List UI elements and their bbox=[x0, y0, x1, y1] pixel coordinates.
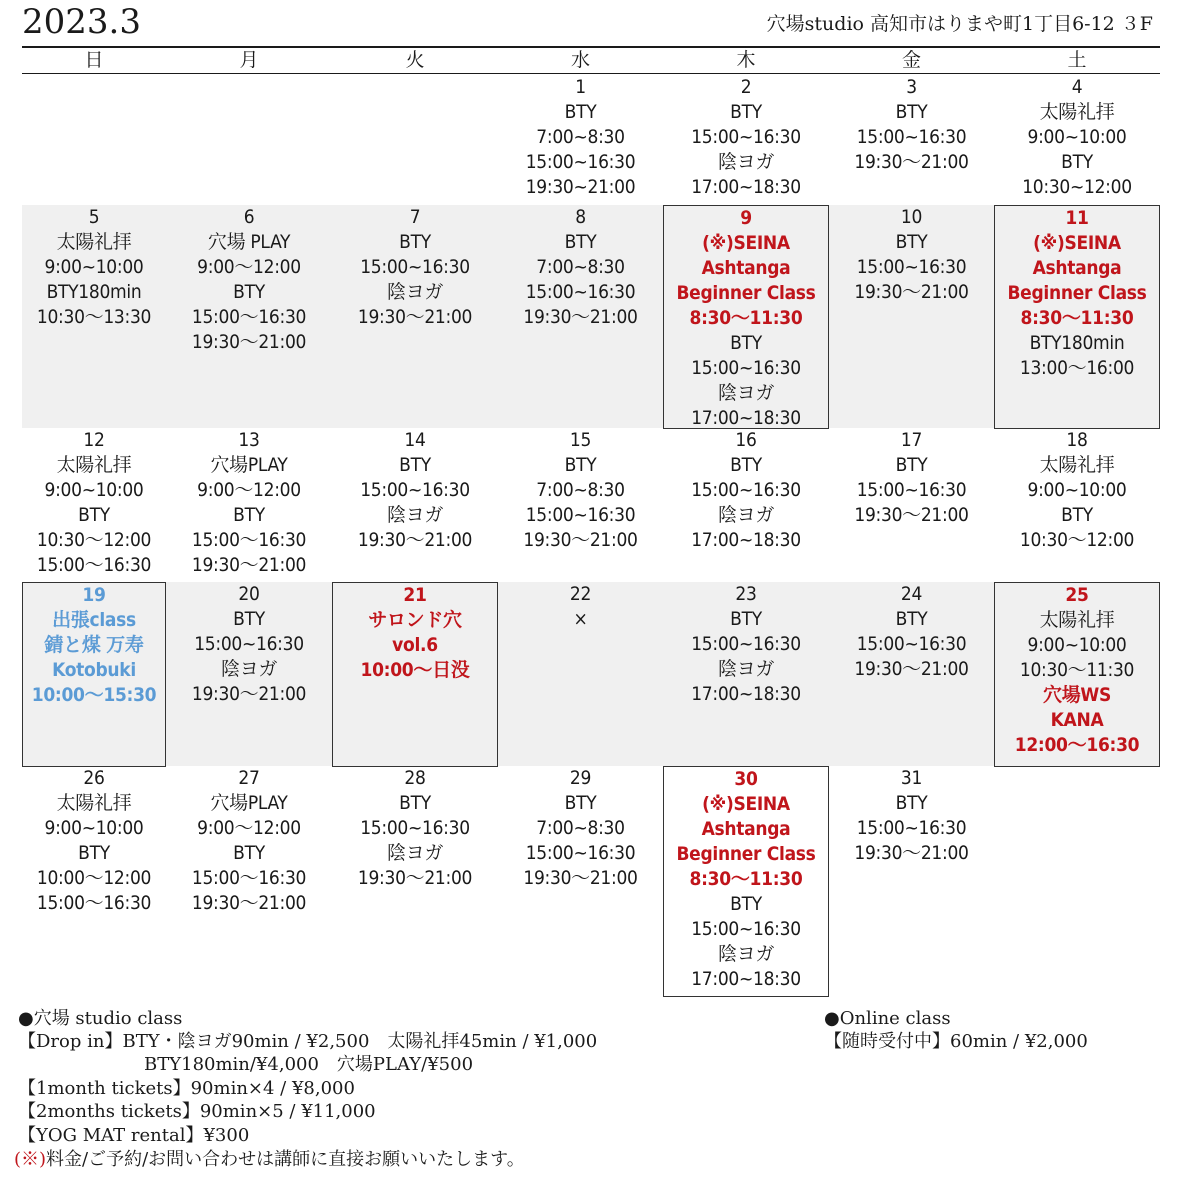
schedule-line: 8:30〜11:30 bbox=[1020, 307, 1134, 329]
schedule-line: 錆と煤 万寿 bbox=[44, 634, 144, 656]
day-number: 23 bbox=[735, 583, 757, 605]
schedule-line: サロンド穴 bbox=[368, 609, 462, 631]
schedule-line: 15:00~16:30 bbox=[525, 504, 636, 526]
schedule-line: 15:00〜16:30 bbox=[36, 892, 152, 914]
day-cell bbox=[498, 582, 663, 767]
weekday-header: 月 bbox=[239, 49, 259, 71]
day-cell bbox=[166, 205, 332, 429]
day-number: 21 bbox=[403, 584, 427, 606]
schedule-line: 10:00〜15:30 bbox=[31, 684, 157, 706]
schedule-line: Beginner Class bbox=[676, 282, 816, 304]
day-number: 13 bbox=[238, 429, 260, 451]
day-number: 6 bbox=[243, 206, 255, 228]
day-cell bbox=[332, 582, 498, 767]
schedule-line: 19:30〜21:00 bbox=[854, 151, 969, 173]
schedule-line: 15:00~16:30 bbox=[856, 126, 967, 148]
schedule-line: Ashtanga bbox=[1032, 257, 1122, 279]
schedule-line: 15:00~16:30 bbox=[691, 918, 801, 940]
schedule-line: 19:30〜21:00 bbox=[523, 529, 638, 551]
day-cell bbox=[663, 428, 829, 583]
day-number: 28 bbox=[404, 767, 426, 789]
schedule-line: 陰ヨガ bbox=[717, 943, 775, 965]
schedule-line: 陰ヨガ bbox=[717, 151, 775, 173]
schedule-line: 太陽礼拝 bbox=[56, 231, 132, 253]
schedule-line: 19:30〜21:00 bbox=[357, 306, 473, 328]
mat-rental: 【YOG MAT rental】¥300 bbox=[18, 1125, 250, 1146]
schedule-line: 陰ヨガ bbox=[386, 281, 444, 303]
schedule-line: BTY bbox=[564, 101, 597, 123]
contact-note bbox=[14, 1148, 525, 1171]
schedule-line: 15:00~16:30 bbox=[856, 817, 967, 839]
weekday-header: 土 bbox=[1067, 49, 1087, 71]
day-cell bbox=[22, 428, 166, 583]
schedule-line: 15:00〜16:30 bbox=[191, 529, 307, 551]
one-month-tickets: 【1month tickets】90min×4 / ¥8,000 bbox=[18, 1078, 355, 1099]
day-cell bbox=[166, 766, 332, 997]
schedule-line: 15:00〜16:30 bbox=[191, 306, 307, 328]
day-number: 30 bbox=[734, 768, 758, 790]
schedule-line: 15:00~16:30 bbox=[525, 842, 636, 864]
schedule-line: Beginner Class bbox=[676, 843, 816, 865]
note-mark: (※) bbox=[14, 1149, 47, 1170]
schedule-line: 15:00~16:30 bbox=[525, 281, 636, 303]
schedule-line: BTY bbox=[564, 231, 597, 253]
schedule-line: 陰ヨガ bbox=[717, 658, 775, 680]
day-cell bbox=[22, 582, 166, 767]
schedule-line: BTY bbox=[1061, 151, 1093, 173]
day-cell bbox=[829, 205, 994, 429]
schedule-line: Ashtanga bbox=[701, 818, 791, 840]
day-number: 25 bbox=[1065, 584, 1089, 606]
note-text: 料金/ご予約/お問い合わせは講師に直接お願いいたします。 bbox=[46, 1149, 525, 1170]
schedule-line: BTY bbox=[1061, 504, 1093, 526]
schedule-line: 10:30〜13:30 bbox=[36, 306, 152, 328]
day-number: 1 bbox=[575, 76, 586, 98]
schedule-line: 9:00~10:00 bbox=[1027, 479, 1127, 501]
schedule-line: BTY bbox=[78, 504, 110, 526]
schedule-line: BTY bbox=[233, 608, 265, 630]
day-number: 10 bbox=[900, 206, 923, 228]
day-cell bbox=[498, 75, 663, 206]
schedule-line: 9:00〜12:00 bbox=[197, 479, 301, 501]
schedule-line: 10:00〜12:00 bbox=[36, 867, 152, 889]
schedule-line: 15:00〜16:30 bbox=[36, 554, 152, 576]
drop-in-prices: 【Drop in】BTY・陰ヨガ90min / ¥2,500 太陽礼拝45min / ¥1,000 bbox=[18, 1031, 598, 1052]
schedule-line: 19:30〜21:00 bbox=[357, 867, 473, 889]
schedule-line: 穴場PLAY bbox=[210, 454, 288, 476]
schedule-line: BTY bbox=[730, 101, 762, 123]
weekday-header: 金 bbox=[901, 49, 921, 71]
weekday-header: 木 bbox=[736, 49, 756, 71]
day-cell bbox=[22, 766, 166, 997]
day-cell bbox=[663, 75, 829, 206]
day-number: 8 bbox=[575, 206, 586, 228]
schedule-line: BTY bbox=[399, 231, 431, 253]
schedule-line: Ashtanga bbox=[701, 257, 791, 279]
schedule-line: 9:00~10:00 bbox=[44, 479, 144, 501]
day-number: 11 bbox=[1065, 207, 1089, 229]
schedule-line: (※)SEINA bbox=[702, 232, 790, 254]
schedule-line: BTY bbox=[895, 608, 928, 630]
schedule-line: 15:00~16:30 bbox=[691, 126, 801, 148]
schedule-line: 陰ヨガ bbox=[220, 658, 278, 680]
schedule-line: 10:30〜12:00 bbox=[36, 529, 152, 551]
schedule-line: 15:00~16:30 bbox=[691, 479, 801, 501]
day-cell bbox=[994, 428, 1160, 583]
schedule-line: 10:30〜12:00 bbox=[1019, 529, 1135, 551]
schedule-line: 15:00~16:30 bbox=[360, 817, 470, 839]
schedule-line: BTY bbox=[564, 792, 597, 814]
schedule-line: BTY bbox=[564, 454, 597, 476]
day-number: 18 bbox=[1066, 429, 1088, 451]
schedule-line: 19:30〜21:00 bbox=[854, 658, 969, 680]
day-cell bbox=[829, 75, 994, 206]
day-cell bbox=[663, 205, 829, 429]
schedule-line: 15:00~16:30 bbox=[360, 479, 470, 501]
schedule-line: Beginner Class bbox=[1007, 282, 1147, 304]
schedule-line: BTY180min bbox=[1029, 332, 1125, 354]
day-cell bbox=[498, 428, 663, 583]
schedule-line: 陰ヨガ bbox=[717, 504, 775, 526]
day-cell bbox=[498, 205, 663, 429]
schedule-line: BTY bbox=[399, 792, 431, 814]
schedule-line: 15:00~16:30 bbox=[525, 151, 636, 173]
schedule-line: 19:30〜21:00 bbox=[357, 529, 473, 551]
schedule-line: 15:00~16:30 bbox=[691, 357, 801, 379]
schedule-line: 9:00~10:00 bbox=[44, 256, 144, 278]
schedule-line: BTY bbox=[895, 792, 928, 814]
studio-address: 穴場studio 高知市はりまや町1丁目6-12 ３F bbox=[766, 13, 1153, 35]
schedule-line: 7:00~8:30 bbox=[536, 817, 625, 839]
day-number: 19 bbox=[82, 584, 106, 606]
day-cell bbox=[663, 766, 829, 997]
schedule-line: 7:00~8:30 bbox=[536, 256, 625, 278]
day-cell bbox=[22, 205, 166, 429]
day-cell bbox=[332, 766, 498, 997]
schedule-line: 9:00~10:00 bbox=[44, 817, 144, 839]
schedule-line: BTY bbox=[233, 281, 265, 303]
schedule-line: 陰ヨガ bbox=[386, 504, 444, 526]
schedule-line: 19:30〜21:00 bbox=[854, 281, 969, 303]
day-cell bbox=[166, 582, 332, 767]
schedule-line: 19:30〜21:00 bbox=[191, 554, 307, 576]
schedule-line: 15:00~16:30 bbox=[856, 256, 967, 278]
schedule-line: 9:00〜12:00 bbox=[197, 817, 301, 839]
weekday-header: 水 bbox=[570, 49, 590, 71]
day-cell bbox=[994, 582, 1160, 767]
schedule-line: 19:30〜21:00 bbox=[523, 867, 638, 889]
day-number: 2 bbox=[740, 76, 752, 98]
schedule-line: 19:30〜21:00 bbox=[854, 504, 969, 526]
day-number: 14 bbox=[404, 429, 426, 451]
schedule-line: BTY180min bbox=[46, 281, 142, 303]
day-cell bbox=[166, 428, 332, 583]
schedule-line: (※)SEINA bbox=[1033, 232, 1121, 254]
schedule-line: 12:00〜16:30 bbox=[1014, 734, 1140, 756]
schedule-line: 太陽礼拝 bbox=[56, 454, 132, 476]
page-title: 2023.3 bbox=[22, 2, 141, 42]
schedule-line: BTY bbox=[730, 893, 762, 915]
online-class-heading: ●Online class bbox=[824, 1008, 951, 1029]
schedule-line: BTY bbox=[730, 332, 762, 354]
schedule-line: 13:00〜16:00 bbox=[1019, 357, 1135, 379]
schedule-line: 9:00~10:00 bbox=[1027, 634, 1127, 656]
day-cell bbox=[332, 428, 498, 583]
day-number: 9 bbox=[740, 207, 752, 229]
schedule-line: 10:00〜日没 bbox=[360, 659, 470, 681]
schedule-line: 17:00~18:30 bbox=[691, 968, 801, 990]
schedule-line: BTY bbox=[78, 842, 110, 864]
day-number: 15 bbox=[569, 429, 592, 451]
day-number: 16 bbox=[735, 429, 757, 451]
schedule-line: 10:30〜11:30 bbox=[1019, 659, 1135, 681]
schedule-line: BTY bbox=[730, 454, 762, 476]
day-number: 12 bbox=[83, 429, 105, 451]
schedule-line: 陰ヨガ bbox=[717, 382, 775, 404]
schedule-line: 9:00〜12:00 bbox=[197, 256, 301, 278]
day-cell bbox=[829, 428, 994, 583]
schedule-line: vol.6 bbox=[392, 634, 438, 656]
day-number: 17 bbox=[900, 429, 923, 451]
day-number: 31 bbox=[900, 767, 923, 789]
drop-in-prices-2: BTY180min/¥4,000 穴場PLAY/¥500 bbox=[144, 1054, 474, 1075]
schedule-line: 9:00~10:00 bbox=[1027, 126, 1127, 148]
day-cell bbox=[332, 205, 498, 429]
schedule-line: KANA bbox=[1050, 709, 1104, 731]
day-number: 20 bbox=[238, 583, 260, 605]
schedule-line: BTY bbox=[233, 842, 265, 864]
day-number: 3 bbox=[906, 76, 917, 98]
day-number: 22 bbox=[569, 583, 592, 605]
day-cell bbox=[994, 75, 1160, 206]
schedule-line: 7:00~8:30 bbox=[536, 479, 625, 501]
schedule-line: BTY bbox=[233, 504, 265, 526]
schedule-line: BTY bbox=[895, 454, 928, 476]
day-cell bbox=[994, 205, 1160, 429]
schedule-line: 15:00~16:30 bbox=[360, 256, 470, 278]
day-cell bbox=[829, 582, 994, 767]
schedule-line: 15:00~16:30 bbox=[194, 633, 304, 655]
day-number: 26 bbox=[83, 767, 105, 789]
schedule-line: 19:30〜21:00 bbox=[523, 306, 638, 328]
day-cell bbox=[663, 582, 829, 767]
weekday-header: 火 bbox=[405, 49, 425, 71]
schedule-line: BTY bbox=[730, 608, 762, 630]
schedule-line: × bbox=[573, 608, 588, 630]
studio-class-heading: ●穴場 studio class bbox=[18, 1008, 183, 1029]
schedule-line: 17:00~18:30 bbox=[691, 529, 801, 551]
schedule-line: 太陽礼拝 bbox=[56, 792, 132, 814]
schedule-line: 17:00~18:30 bbox=[691, 407, 801, 429]
schedule-line: 15:00~16:30 bbox=[856, 479, 967, 501]
weekday-header: 日 bbox=[84, 49, 104, 71]
schedule-line: 17:00~18:30 bbox=[691, 176, 801, 198]
day-number: 29 bbox=[569, 767, 592, 789]
day-cell bbox=[498, 766, 663, 997]
schedule-line: 太陽礼拝 bbox=[1039, 609, 1115, 631]
schedule-line: (※)SEINA bbox=[702, 793, 790, 815]
schedule-line: 太陽礼拝 bbox=[1039, 101, 1115, 123]
schedule-line: 19:30〜21:00 bbox=[191, 683, 307, 705]
schedule-line: 15:00〜16:30 bbox=[191, 867, 307, 889]
day-number: 4 bbox=[1071, 76, 1083, 98]
schedule-line: BTY bbox=[895, 231, 928, 253]
schedule-line: 出張class bbox=[52, 609, 136, 631]
schedule-line: 陰ヨガ bbox=[386, 842, 444, 864]
schedule-line: 19:30〜21:00 bbox=[854, 842, 969, 864]
online-class-price: 【随時受付中】60min / ¥2,000 bbox=[824, 1031, 1088, 1052]
schedule-line: 15:00~16:30 bbox=[856, 633, 967, 655]
schedule-line: BTY bbox=[895, 101, 928, 123]
schedule-line: 10:30~12:00 bbox=[1022, 176, 1132, 198]
schedule-line: 8:30〜11:30 bbox=[689, 868, 803, 890]
schedule-line: 穴場 PLAY bbox=[207, 231, 291, 253]
day-number: 24 bbox=[900, 583, 923, 605]
schedule-line: 7:00~8:30 bbox=[536, 126, 625, 148]
schedule-line: 穴場WS bbox=[1043, 684, 1111, 706]
schedule-line: 穴場PLAY bbox=[210, 792, 288, 814]
schedule-line: 太陽礼拝 bbox=[1039, 454, 1115, 476]
schedule-line: 19:30〜21:00 bbox=[191, 331, 307, 353]
schedule-line: 19:30〜21:00 bbox=[191, 892, 307, 914]
day-number: 5 bbox=[88, 206, 100, 228]
day-number: 27 bbox=[238, 767, 260, 789]
schedule-line: 15:00~16:30 bbox=[691, 633, 801, 655]
schedule-line: BTY bbox=[399, 454, 431, 476]
schedule-line: 17:00~18:30 bbox=[691, 683, 801, 705]
schedule-line: 19:30~21:00 bbox=[525, 176, 636, 198]
two-month-tickets: 【2months tickets】90min×5 / ¥11,000 bbox=[18, 1101, 376, 1122]
schedule-line: Kotobuki bbox=[52, 659, 136, 681]
day-number: 7 bbox=[409, 206, 421, 228]
day-cell bbox=[829, 766, 994, 997]
schedule-line: 8:30〜11:30 bbox=[689, 307, 803, 329]
